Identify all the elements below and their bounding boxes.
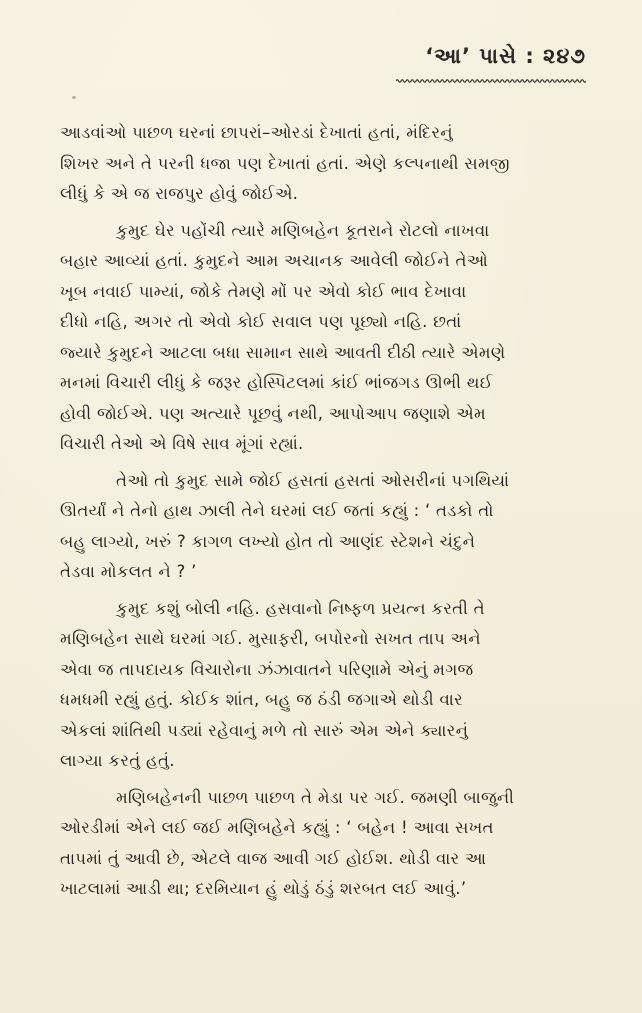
text-line: એવા જ તાપદાયક વિચારોના ઝંઝાવાતને પરિણામે એનું મગજ bbox=[60, 659, 474, 679]
text-line: દીધો નહિ, અગર તો એવો કોઈ સવાલ પણ પૂછ્યો નહિ. છતાં bbox=[60, 312, 462, 331]
text-line: એકલાં શાંતિથી પડ્યાં રહેવાનું મળે તો સારું એમ એને ક્યારનું bbox=[60, 720, 469, 740]
text-line: કુમુદ ઘેર પહોંચી ત્યારે મણિબહેન કૂતરાને રોટલો નાખવા bbox=[116, 220, 490, 240]
text-line: તાપમાં તું આવી છે, એટલે વાજ આવી ગઈ હોઈશ. થોડી વાર આ bbox=[60, 848, 487, 868]
text-line: મનમાં વિચારી લીધું કે જરૂર હોસ્પિટલમાં કાંઈ ભાંજગડ ઊભી થઈ bbox=[60, 373, 493, 392]
text-line: શિખર અને તે પરની ધજા પણ દેખાતાં હતાં. એણે કલ્પનાથી સમજી bbox=[60, 153, 510, 173]
running-header bbox=[396, 44, 586, 88]
text-line: બહુ લાગ્યો, ખરું ? કાગળ લખ્યો હોત તો આણંદ સ્ટેશને ચંદુને bbox=[60, 531, 476, 551]
paragraph bbox=[60, 594, 608, 777]
text-line: મણિબહેનની પાછળ પાછળ તે મેડા પર ગઈ. જમણી બાજુની bbox=[116, 787, 515, 807]
text-line: ખાટલામાં આડી થા; દરમિયાન હું થોડું ઠંડું શરબત લઈ આવું.’ bbox=[60, 879, 467, 898]
text-line: લાગ્યા કરતું હતું. bbox=[60, 751, 175, 770]
paragraph bbox=[60, 118, 608, 210]
text-line: ખૂબ નવાઈ પામ્યાં, જોકે તેમણે મોં પર એવો કોઈ ભાવ દેખાવા bbox=[60, 281, 467, 301]
text-line: ઊતર્યાં ને તેનો હાથ ઝાલી તેને ઘરમાં લઈ જતાં કહ્યું : ‘ તડકો તો bbox=[60, 501, 494, 520]
text-line: આડવાંઓ પાછળ ઘરનાં છાપરાં–ઓરડાં દેખાતાં હતાં, મંદિરનું bbox=[60, 123, 453, 142]
wavy-underline bbox=[396, 78, 586, 84]
paper-speck bbox=[72, 96, 76, 99]
text-line: મણિબહેન સાથે ઘરમાં ગઈ. મુસાફરી, બપોરનો સખત તાપ અને bbox=[60, 629, 481, 648]
text-line: કુમુદ કશું બોલી નહિ. હસવાનો નિષ્ફળ પ્રયત્ન કરતી તે bbox=[116, 598, 485, 618]
text-line: જ્યારે કુમુદને આટલા બધા સામાન સાથે આવતી દીઠી ત્યારે એમણે bbox=[60, 342, 506, 362]
paragraph bbox=[60, 466, 608, 588]
text-line: લીધું કે એ જ રાજપુર હોવું જોઈએ. bbox=[60, 184, 299, 203]
page-body bbox=[60, 118, 608, 911]
text-line: ધમધમી રહ્યું હતું. કોઈક શાંત, બહુ જ ઠંડી જગાએ થોડી વાર bbox=[60, 690, 463, 709]
paragraph bbox=[60, 216, 608, 460]
text-line: તેડવા મોકલત ને ? ’ bbox=[60, 562, 197, 581]
text-line: વિચારી તેઓ એ વિષે સાવ મૂંગાં રહ્યાં. bbox=[60, 434, 304, 453]
text-line: હોવી જોઈએ. પણ અત્યારે પૂછવું નથી, આપોઆપ જણાશે એમ bbox=[60, 403, 486, 423]
paragraph bbox=[60, 783, 608, 905]
running-title: ‘આ’ પાસે : ૨૪૭ bbox=[425, 44, 586, 68]
text-line: ઓરડીમાં એને લઈ જઈ મણિબહેને કહ્યું : ‘ બહેન ! આવા સખત bbox=[60, 818, 494, 837]
text-line: બહાર આવ્યાં હતાં. કુમુદને આમ અચાનક આવેલી જોઈને તેઓ bbox=[60, 251, 489, 270]
text-line: તેઓ તો કુમુદ સામે જોઈ હસતાં હસતાં ઓસરીનાં પગથિયાં bbox=[116, 470, 510, 490]
